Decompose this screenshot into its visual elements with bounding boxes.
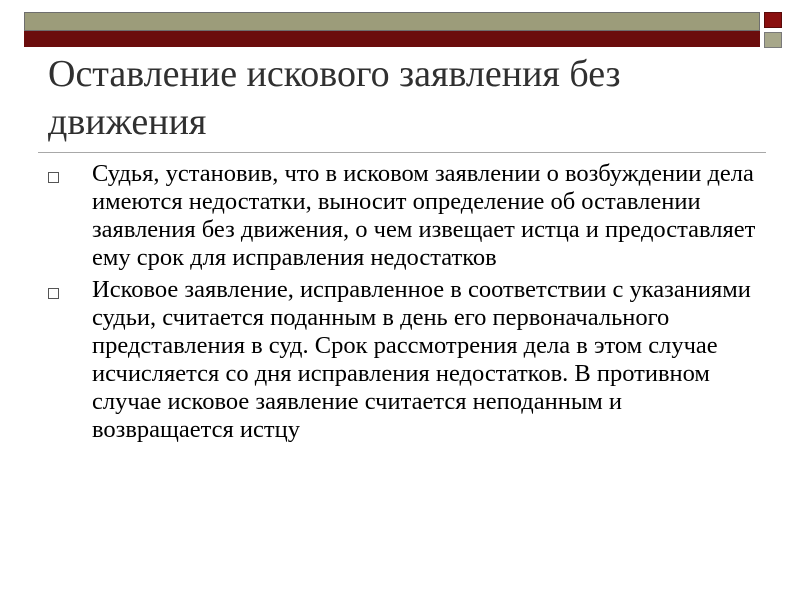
hollow-square-bullet-icon bbox=[48, 288, 59, 299]
bullet-list bbox=[38, 160, 758, 448]
decorative-squares bbox=[764, 12, 782, 52]
bullet-text: Исковое заявление, исправленное в соответствии с указаниями судьи, считается поданным в день его первоначального представления в суд. Срок рассмотрения дела в этом случае исчисляется со дня исправления недостатков. В противном случае исковое заявление считается неподанным и возвращается истцу bbox=[92, 276, 751, 443]
header-accent-band bbox=[24, 31, 760, 47]
hollow-square-bullet-icon bbox=[48, 172, 59, 183]
bullet-text: Судья, установив, что в исковом заявлении о возбуждении дела имеются недостатки, выносит определение об оставлении заявления без движения, о чем извещает истца и предоставляет ему срок для исправления недостатков bbox=[92, 160, 756, 271]
decorative-square-icon bbox=[764, 32, 782, 48]
list-item bbox=[38, 276, 758, 444]
decorative-square-icon bbox=[764, 12, 782, 28]
header-band bbox=[24, 12, 760, 31]
slide-title: Оставление искового заявления без движения bbox=[48, 53, 621, 143]
list-item bbox=[38, 160, 758, 272]
title-divider bbox=[38, 152, 766, 153]
